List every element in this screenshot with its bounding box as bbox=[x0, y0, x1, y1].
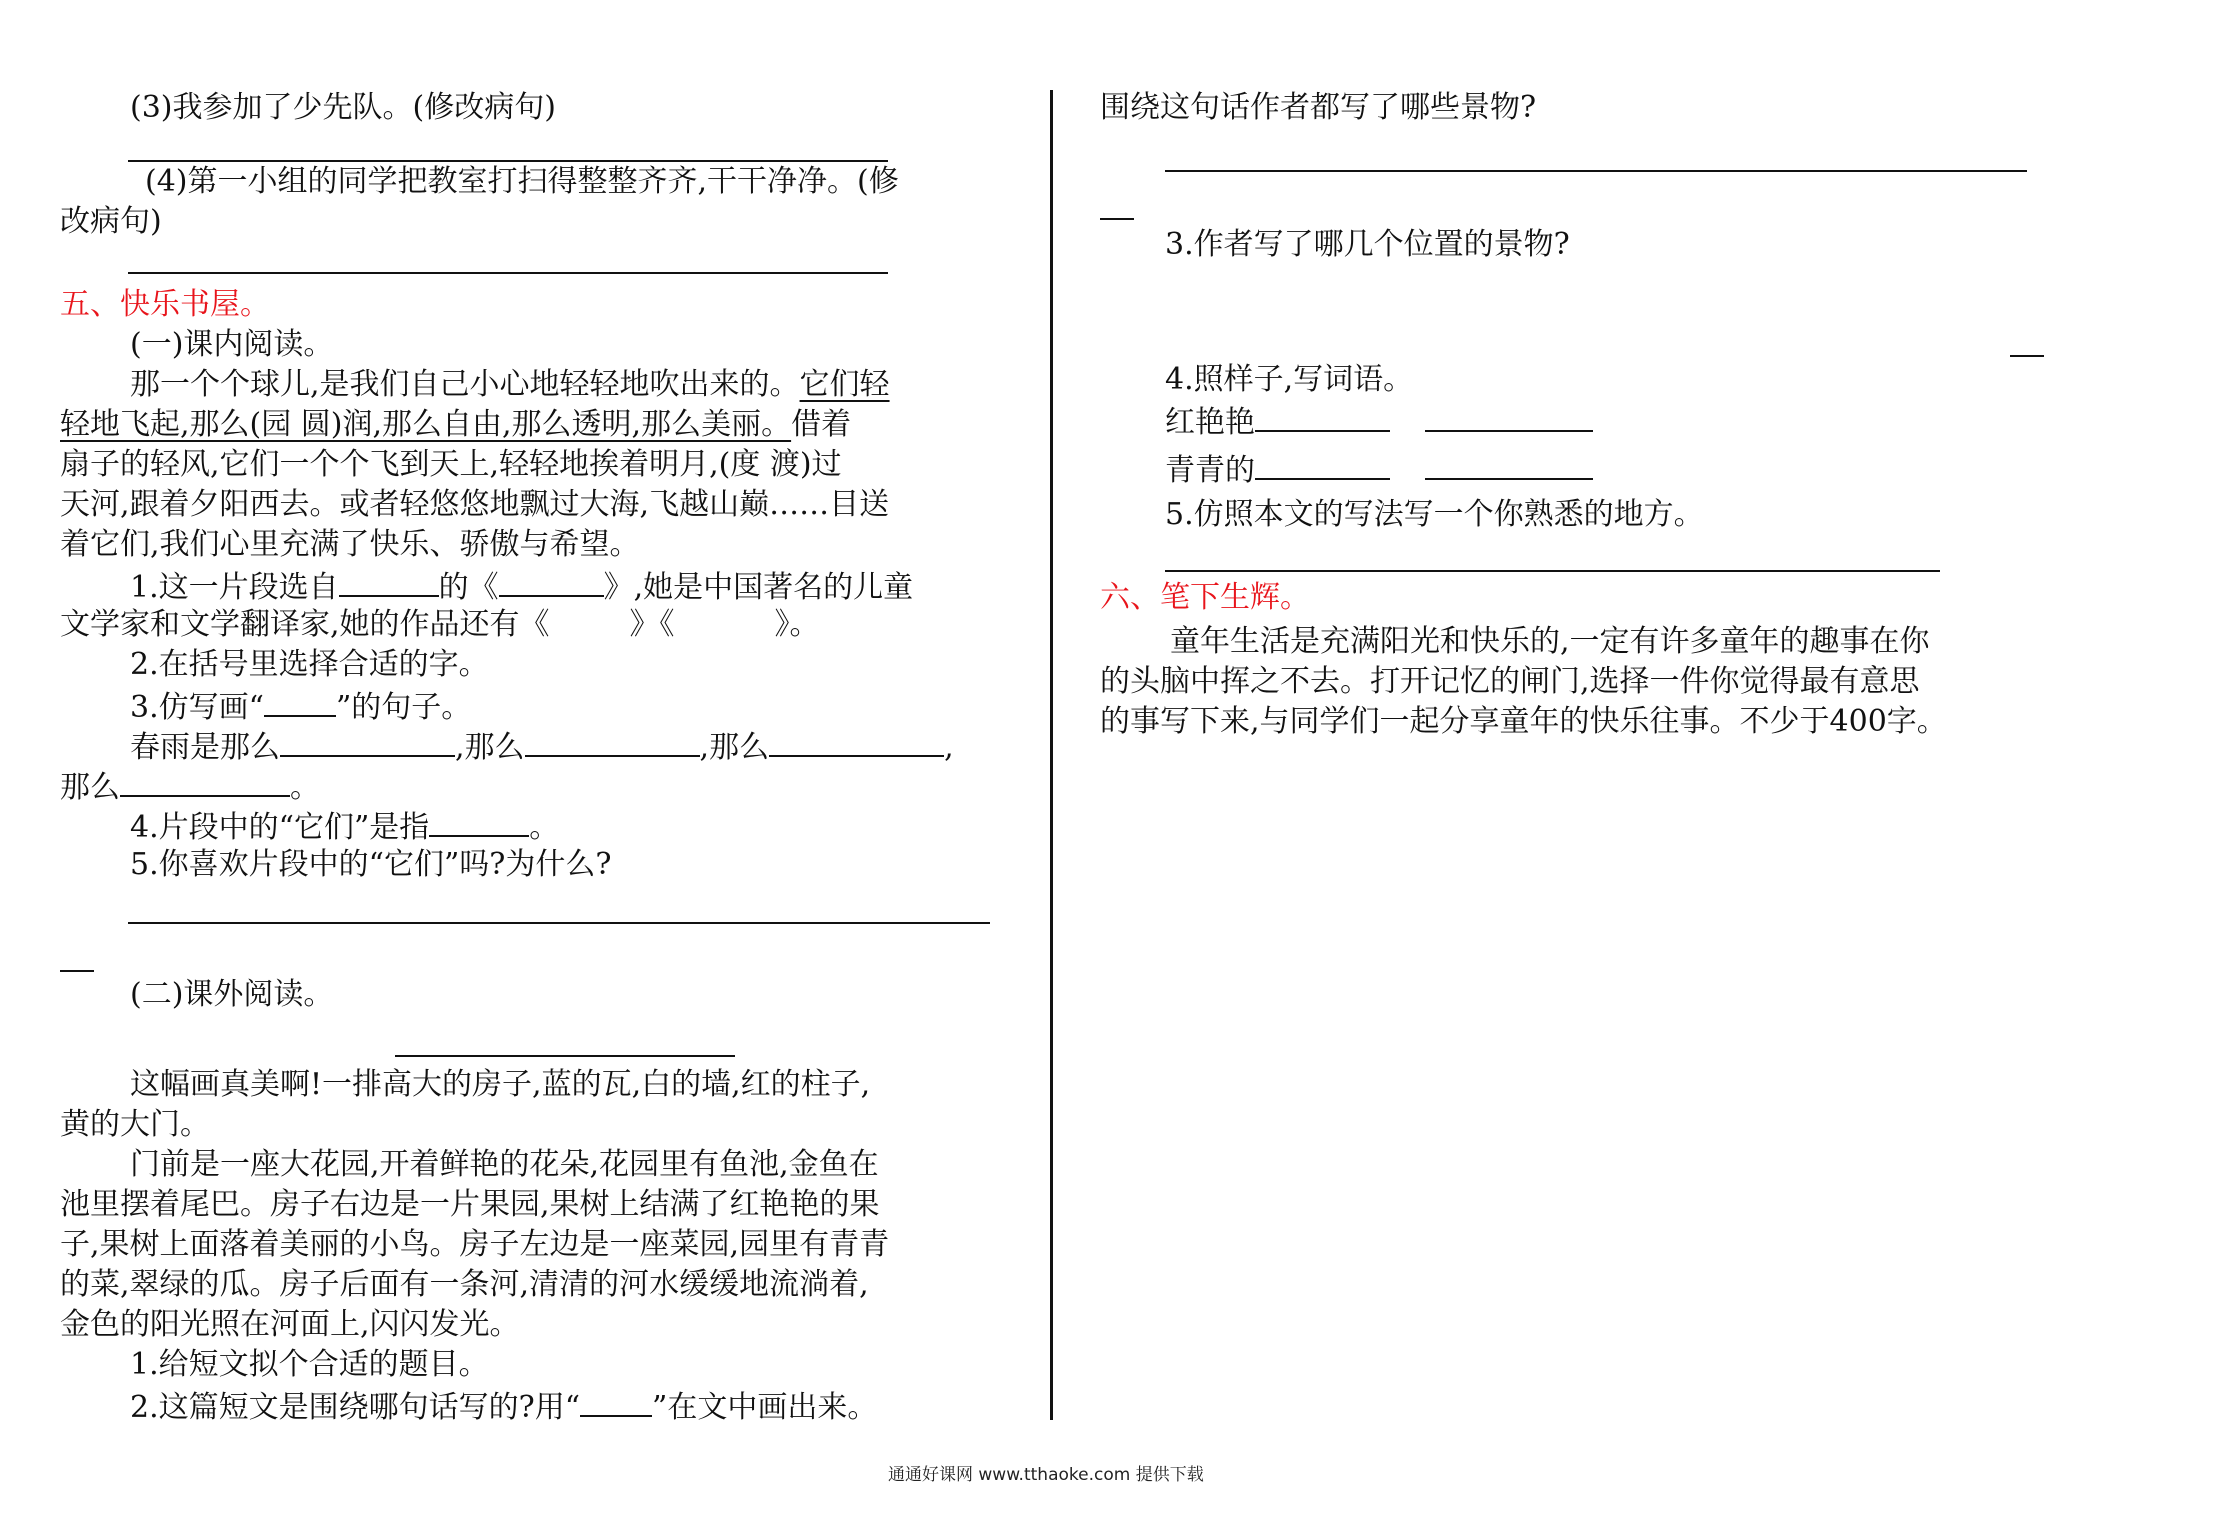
blank[interactable] bbox=[1425, 400, 1593, 432]
passage-2-line: 金色的阳光照在河面上,闪闪发光。 bbox=[60, 1307, 520, 1342]
passage-1-line: 轻地飞起,那么(园 圆)润,那么自由,那么透明,那么美丽。借着 bbox=[60, 407, 852, 442]
r-question-4-row-2: 青青的 bbox=[1165, 448, 1593, 491]
answer-line-short bbox=[1100, 218, 1134, 220]
answer-line[interactable] bbox=[1165, 570, 1940, 572]
p1-question-4: 4.片段中的“它们”是指 。 bbox=[130, 805, 559, 848]
answer-line-short[interactable] bbox=[2010, 355, 2044, 357]
blank[interactable] bbox=[280, 725, 455, 757]
section-6-text-line: 童年生活是充满阳光和快乐的,一定有许多童年的趣事在你 bbox=[1170, 624, 1930, 659]
p1-question-2: 2.在括号里选择合适的字。 bbox=[130, 647, 489, 682]
passage-2-line: 的菜,翠绿的瓜。房子后面有一条河,清清的河水缓缓地流淌着, bbox=[60, 1267, 869, 1302]
blank[interactable] bbox=[525, 725, 700, 757]
section-6-text-line: 的事写下来,与同学们一起分享童年的快乐往事。不少于400字。 bbox=[1100, 704, 1947, 739]
r-question-4-row-1: 红艳艳 bbox=[1165, 400, 1593, 443]
column-divider bbox=[1050, 90, 1053, 1420]
passage-1-line: 着它们,我们心里充满了快乐、骄傲与希望。 bbox=[60, 527, 640, 562]
blank[interactable] bbox=[1255, 448, 1390, 480]
r-question-3: 3.作者写了哪几个位置的景物? bbox=[1165, 227, 1570, 262]
section-6-text-line: 的头脑中挥之不去。打开记忆的闸门,选择一件你觉得最有意思 bbox=[1100, 664, 1920, 699]
blank[interactable] bbox=[769, 725, 944, 757]
passage-1-line: 扇子的轻风,它们一个个飞到天上,轻轻地挨着明月,(度 渡)过 bbox=[60, 447, 842, 482]
answer-line[interactable] bbox=[1165, 170, 2027, 172]
passage-2-line: 黄的大门。 bbox=[60, 1107, 210, 1142]
p1-question-1: 1.这一片段选自 的《 》,她是中国著名的儿童 bbox=[130, 565, 913, 608]
p1-question-3-line: 那么 。 bbox=[60, 765, 320, 808]
underlined-sentence: 它们轻 bbox=[799, 367, 890, 402]
part-2-title: (二)课外阅读。 bbox=[130, 977, 334, 1012]
section-5-title: 五、快乐书屋。 bbox=[60, 287, 270, 322]
p1-question-3: 3.仿写画“ ”的句子。 bbox=[130, 685, 471, 728]
passage-2-line: 子,果树上面落着美丽的小鸟。房子左边是一座菜园,园里有青青 bbox=[60, 1227, 890, 1262]
p2-question-2: 2.这篇短文是围绕哪句话写的?用“ ”在文中画出来。 bbox=[130, 1385, 877, 1428]
p2-question-1: 1.给短文拟个合适的题目。 bbox=[130, 1347, 489, 1382]
r-question-2-cont: 围绕这句话作者都写了哪些景物? bbox=[1100, 90, 1537, 125]
answer-line-short bbox=[60, 970, 94, 972]
passage-2-line: 这幅画真美啊!一排高大的房子,蓝的瓦,白的墙,红的柱子, bbox=[130, 1067, 871, 1102]
blank[interactable] bbox=[120, 765, 290, 797]
sample-underline bbox=[580, 1385, 652, 1417]
p1-question-3-line: 春雨是那么 ,那么 ,那么 , bbox=[130, 725, 954, 768]
passage-1-line: 那一个个球儿,是我们自己小心地轻轻地吹出来的。它们轻 bbox=[130, 367, 890, 402]
section-6-title: 六、笔下生辉。 bbox=[1100, 580, 1310, 615]
footer-credit: 通通好课网 www.tthaoke.com 提供下载 bbox=[888, 1465, 1204, 1485]
p1-question-5: 5.你喜欢片段中的“它们”吗?为什么? bbox=[130, 847, 612, 882]
r-question-5: 5.仿照本文的写法写一个你熟悉的地方。 bbox=[1165, 497, 1704, 532]
blank[interactable] bbox=[499, 565, 604, 597]
passage-2-line: 门前是一座大花园,开着鲜艳的花朵,花园里有鱼池,金鱼在 bbox=[130, 1147, 879, 1182]
passage-2-line: 池里摆着尾巴。房子右边是一片果园,果树上结满了红艳艳的果 bbox=[60, 1187, 880, 1222]
question-4-text: (4)第一小组的同学把教室打扫得整整齐齐,干干净净。(修 bbox=[145, 164, 899, 199]
r-question-4: 4.照样子,写词语。 bbox=[1165, 362, 1414, 397]
answer-line[interactable] bbox=[128, 272, 888, 274]
question-3-text: (3)我参加了少先队。(修改病句) bbox=[130, 90, 556, 125]
title-answer-line[interactable] bbox=[395, 1055, 735, 1057]
blank[interactable] bbox=[339, 565, 439, 597]
sample-underline bbox=[264, 685, 336, 717]
blank[interactable] bbox=[1425, 448, 1593, 480]
blank[interactable] bbox=[429, 805, 529, 837]
underlined-sentence: 轻地飞起,那么(园 圆)润,那么自由,那么透明,那么美丽。 bbox=[60, 407, 792, 442]
p1-question-1-cont: 文学家和文学翻译家,她的作品还有《 》《 》。 bbox=[60, 607, 820, 642]
part-1-title: (一)课内阅读。 bbox=[130, 327, 334, 362]
blank[interactable] bbox=[1255, 400, 1390, 432]
answer-line[interactable] bbox=[128, 922, 990, 924]
passage-1-line: 天河,跟着夕阳西去。或者轻悠悠地飘过大海,飞越山巅……目送 bbox=[60, 487, 890, 522]
question-4-text-cont: 改病句) bbox=[60, 204, 162, 239]
